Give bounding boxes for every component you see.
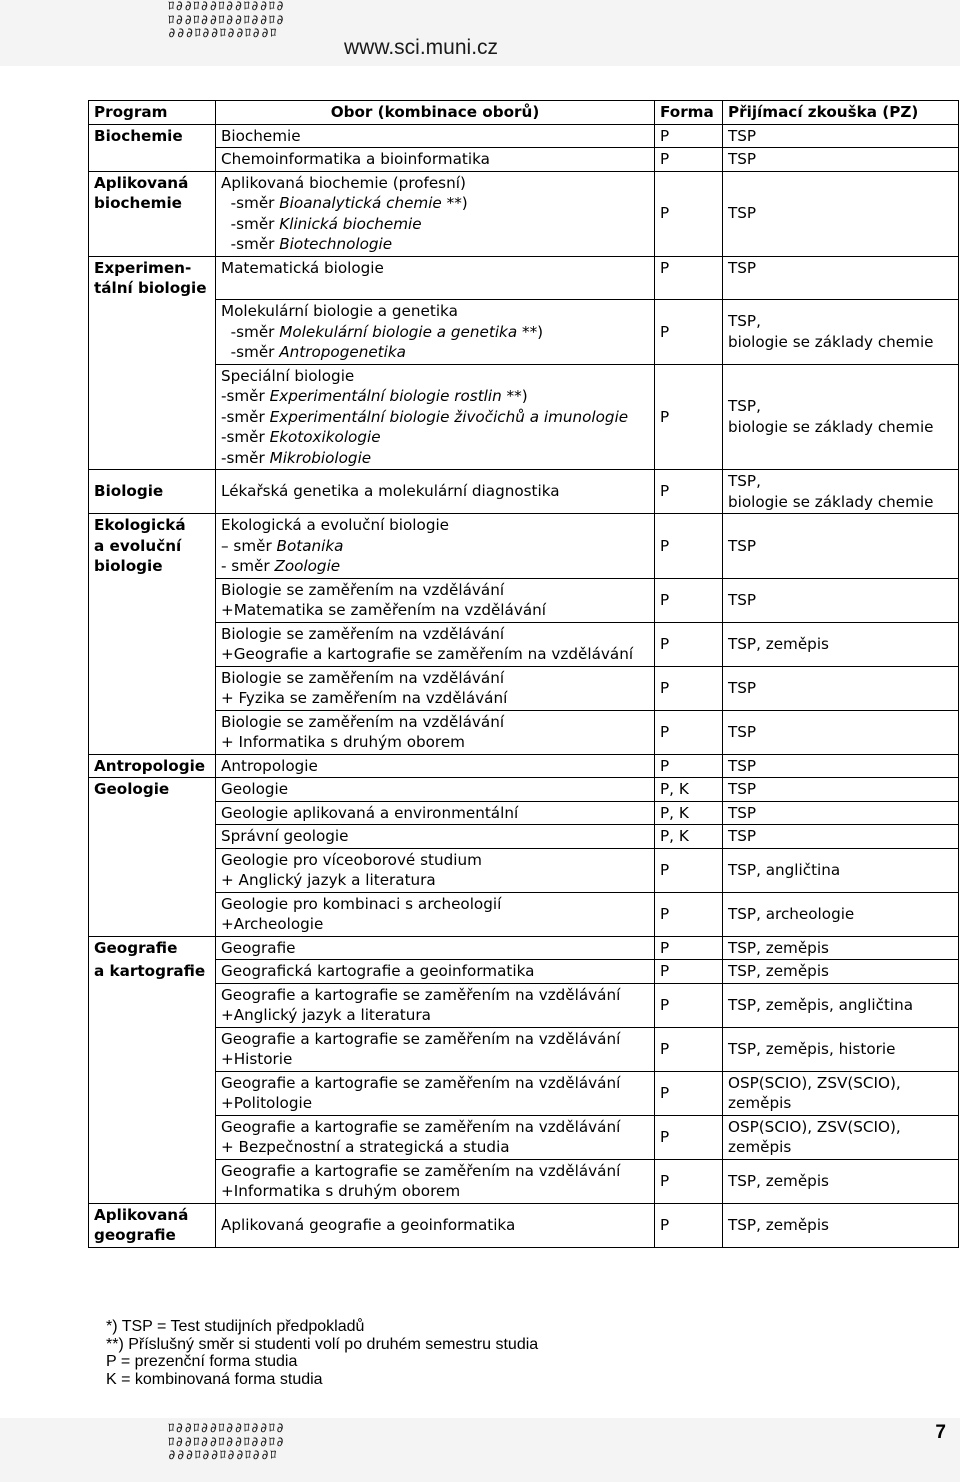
obor-cell: Geografie [216,936,655,960]
col-header-program: Program [89,101,216,125]
program-cell-empty [89,578,216,622]
obor-cell: Geografie a kartografie se zaměřením na vzdělávání +Historie [216,1027,655,1071]
program-cell-empty [89,622,216,666]
table-row [89,622,959,666]
obor-cell: Biologie se zaměřením na vzdělávání +Geografie a kartografie se zaměřením na vzdělávání [216,622,655,666]
forma-cell: P [655,710,723,754]
table-row [89,300,959,365]
pz-cell: TSP, zeměpis, angličtina [723,983,959,1027]
program-cell-empty [89,1115,216,1159]
forma-cell: P, K [655,778,723,802]
forma-cell: P [655,960,723,984]
program-cell: Geografie [89,936,216,960]
forma-cell: P [655,470,723,514]
muni-logo: ﾛ∂∂ﾛ∂∂ﾛ∂∂ﾛ∂∂ﾛ∂ ﾛ∂∂ﾛ∂∂ﾛ∂∂ﾛ∂∂ﾛ∂ ∂∂∂ﾛ∂∂ﾛ∂∂ﾛ∂∂ﾛ [168,0,285,41]
table-row [89,364,959,470]
table-row [89,1115,959,1159]
obor-cell: Ekologická a evoluční biologie – směr Botanika - směr Zoologie [216,514,655,579]
obor-cell: Aplikovaná biochemie (profesní) -směr Bioanalytická chemie **) -směr Klinická biochemie -směr Biotechnologie [216,171,655,256]
forma-cell: P [655,622,723,666]
table-row [89,1071,959,1115]
obor-cell: Geologie aplikovaná a environmentální [216,801,655,825]
pz-cell: TSP, zeměpis [723,960,959,984]
forma-cell: P [655,514,723,579]
pz-cell: OSP(SCIO), ZSV(SCIO), zeměpis [723,1115,959,1159]
muni-logo: ﾛ∂∂ﾛ∂∂ﾛ∂∂ﾛ∂∂ﾛ∂ ﾛ∂∂ﾛ∂∂ﾛ∂∂ﾛ∂∂ﾛ∂ ∂∂∂ﾛ∂∂ﾛ∂∂ﾛ∂∂ﾛ [168,1421,285,1463]
forma-cell: P [655,1027,723,1071]
program-cell: Aplikovaná biochemie [89,171,216,256]
table-row [89,578,959,622]
program-cell-empty [89,364,216,470]
obor-cell: Správní geologie [216,825,655,849]
program-cell-empty [89,848,216,892]
page-number: 7 [935,1422,946,1443]
pz-cell: TSP [723,514,959,579]
table-row [89,825,959,849]
obor-cell: Biologie se zaměřením na vzdělávání + Fyzika se zaměřením na vzdělávání [216,666,655,710]
pz-cell: TSP [723,666,959,710]
program-cell: Biochemie [89,124,216,148]
obor-cell: Matematická biologie [216,256,655,300]
forma-cell: P [655,171,723,256]
program-cell-empty [89,710,216,754]
forma-cell: P [655,1203,723,1247]
table-row [89,666,959,710]
table-row [89,960,959,984]
admissions-table-wrap [88,100,958,1248]
table-row [89,892,959,936]
forma-cell: P [655,892,723,936]
table-row [89,1027,959,1071]
obor-cell: Geologie [216,778,655,802]
program-cell: Geologie [89,778,216,802]
pz-cell: TSP, zeměpis, historie [723,1027,959,1071]
col-header-forma: Forma [655,101,723,125]
obor-cell: Geografie a kartografie se zaměřením na vzdělávání +Informatika s druhým oborem [216,1159,655,1203]
program-cell-empty [89,801,216,825]
forma-cell: P [655,754,723,778]
program-cell-empty [89,892,216,936]
pz-cell: TSP [723,825,959,849]
table-row [89,148,959,172]
site-url: www.sci.muni.cz [344,36,499,59]
pz-cell: TSP [723,256,959,300]
obor-cell: Geografie a kartografie se zaměřením na vzdělávání + Bezpečnostní a strategická a studia [216,1115,655,1159]
pz-cell: TSP, biologie se základy chemie [723,300,959,365]
footnotes [106,1318,538,1388]
program-cell-empty [89,1027,216,1071]
admissions-table [88,100,959,1248]
obor-cell: Geografie a kartografie se zaměřením na vzdělávání +Anglický jazyk a literatura [216,983,655,1027]
col-header-pz: Přijímací zkouška (PZ) [723,101,959,125]
table-row [89,124,959,148]
program-cell-empty [89,1159,216,1203]
forma-cell: P [655,148,723,172]
forma-cell: P [655,983,723,1027]
pz-cell: TSP [723,754,959,778]
obor-cell: Molekulární biologie a genetika -směr Molekulární biologie a genetika **) -směr Antropogenetika [216,300,655,365]
forma-cell: P, K [655,801,723,825]
program-cell-empty [89,148,216,172]
table-row [89,1159,959,1203]
table-row [89,936,959,960]
pz-cell: TSP [723,124,959,148]
program-cell-empty [89,666,216,710]
obor-cell: Geografická kartografie a geoinformatika [216,960,655,984]
obor-cell: Lékařská genetika a molekulární diagnostika [216,470,655,514]
program-cell: Biologie [89,470,216,514]
forma-cell: P [655,1115,723,1159]
program-cell: Aplikovaná geografie [89,1203,216,1247]
table-row [89,710,959,754]
forma-cell: P, K [655,825,723,849]
footnote: P = prezenční forma studia [106,1353,298,1370]
footnote: *) TSP = Test studijních předpokladů [106,1318,365,1335]
pz-cell: TSP [723,801,959,825]
pz-cell: TSP, zeměpis [723,1159,959,1203]
footnote: K = kombinovaná forma studia [106,1370,323,1388]
pz-cell: TSP, zeměpis [723,622,959,666]
pz-cell: TSP [723,171,959,256]
forma-cell: P [655,300,723,365]
program-cell-empty [89,825,216,849]
table-row [89,256,959,300]
forma-cell: P [655,1071,723,1115]
obor-cell: Geologie pro kombinaci s archeologií +Archeologie [216,892,655,936]
forma-cell: P [655,124,723,148]
forma-cell: P [655,364,723,470]
table-row [89,983,959,1027]
forma-cell: P [655,578,723,622]
pz-cell: TSP, zeměpis [723,1203,959,1247]
obor-cell: Geografie a kartografie se zaměřením na vzdělávání +Politologie [216,1071,655,1115]
program-cell-empty [89,300,216,365]
table-row [89,171,959,256]
pz-cell: TSP [723,578,959,622]
table-row [89,801,959,825]
page-footer [0,1418,960,1482]
obor-cell: Antropologie [216,754,655,778]
pz-cell: TSP [723,148,959,172]
pz-cell: TSP, biologie se základy chemie [723,364,959,470]
col-header-obor: Obor (kombinace oborů) [216,101,655,125]
program-cell-empty [89,1071,216,1115]
obor-cell: Speciální biologie -směr Experimentální biologie rostlin **) -směr Experimentální biologie živočichů a imunologie -směr Ekotoxikologie -směr Mikrobiologie [216,364,655,470]
footnote: **) Příslušný směr si studenti volí po druhém semestru studia [106,1335,539,1353]
program-cell: Antropologie [89,754,216,778]
program-cell: a kartografie [89,960,216,984]
table-row [89,848,959,892]
pz-cell: OSP(SCIO), ZSV(SCIO), zeměpis [723,1071,959,1115]
pz-cell: TSP [723,778,959,802]
table-row [89,1203,959,1247]
forma-cell: P [655,666,723,710]
pz-cell: TSP, angličtina [723,848,959,892]
forma-cell: P [655,936,723,960]
table-row [89,470,959,514]
obor-cell: Aplikovaná geografie a geoinformatika [216,1203,655,1247]
obor-cell: Chemoinformatika a bioinformatika [216,148,655,172]
page-header [0,0,960,66]
obor-cell: Geologie pro víceoborové studium + Anglický jazyk a literatura [216,848,655,892]
pz-cell: TSP [723,710,959,754]
table-row [89,754,959,778]
pz-cell: TSP, zeměpis [723,936,959,960]
obor-cell: Biologie se zaměřením na vzdělávání + Informatika s druhým oborem [216,710,655,754]
table-row [89,778,959,802]
forma-cell: P [655,256,723,300]
forma-cell: P [655,848,723,892]
obor-cell: Biochemie [216,124,655,148]
table-header-row [89,101,959,125]
table-row [89,514,959,579]
pz-cell: TSP, archeologie [723,892,959,936]
program-cell: Experimen- tální biologie [89,256,216,300]
pz-cell: TSP, biologie se základy chemie [723,470,959,514]
obor-cell: Biologie se zaměřením na vzdělávání +Matematika se zaměřením na vzdělávání [216,578,655,622]
forma-cell: P [655,1159,723,1203]
program-cell: Ekologická a evoluční biologie [89,514,216,579]
program-cell-empty [89,983,216,1027]
